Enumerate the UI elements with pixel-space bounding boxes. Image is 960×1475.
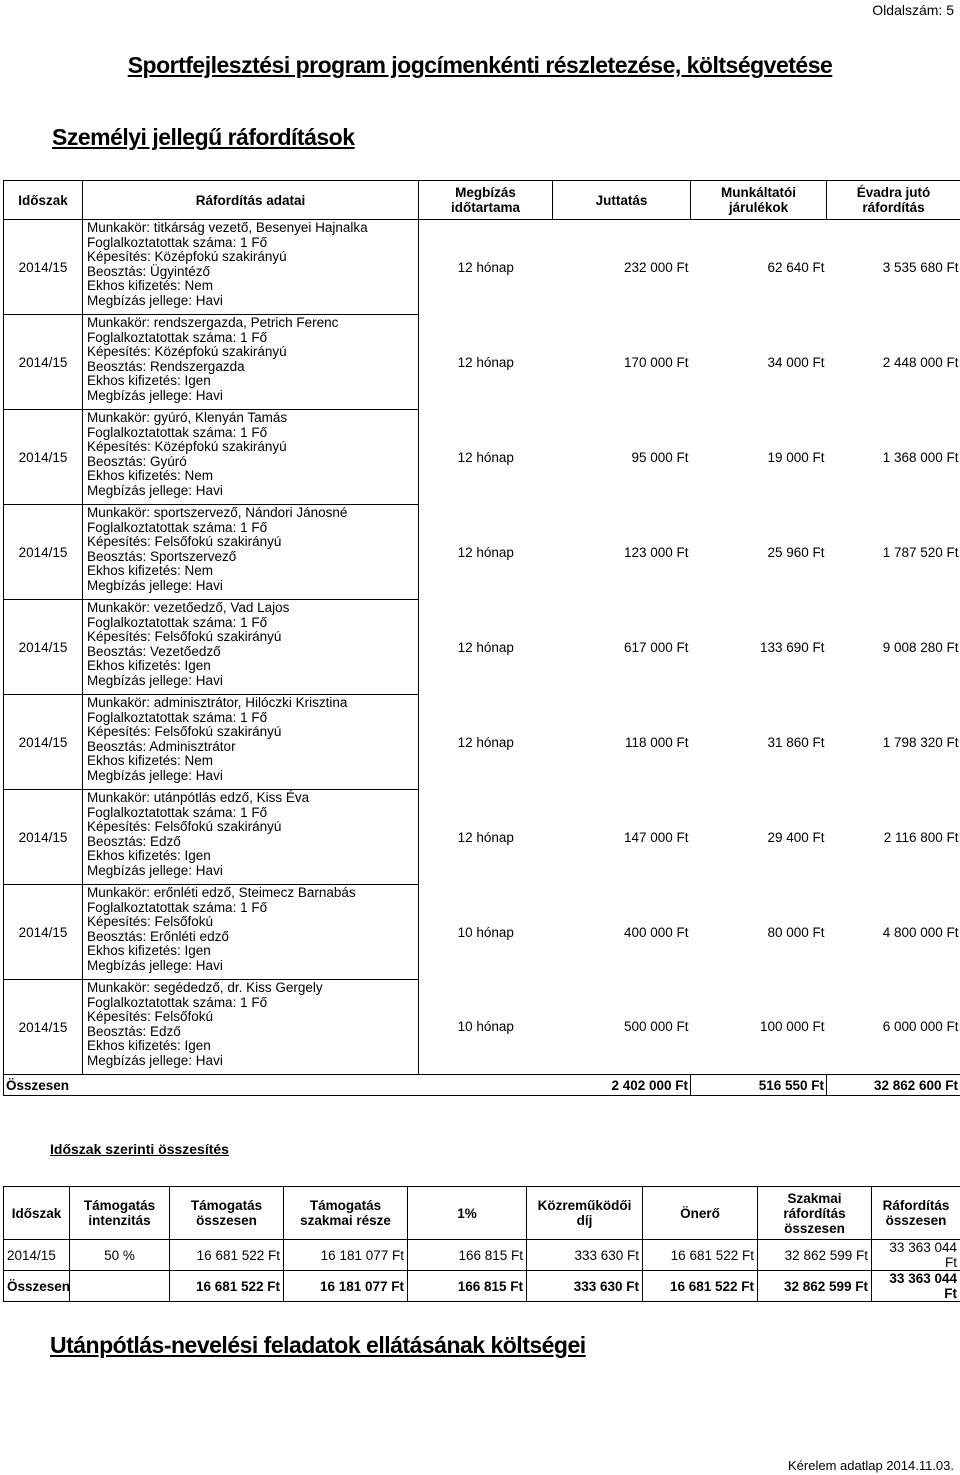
detail-line: Képesítés: Felsőfokú xyxy=(87,914,214,929)
details-cell xyxy=(83,980,419,1075)
detail-line: Munkakör: rendszergazda, Petrich Ferenc xyxy=(87,315,339,330)
total-contributions: 516 550 Ft xyxy=(691,1075,827,1096)
summary-header-cell: Támogatás intenzitás xyxy=(70,1187,170,1240)
personnel-costs-table xyxy=(3,180,960,1096)
table-row xyxy=(4,695,960,790)
summary-title: Időszak szerinti összesítés xyxy=(50,1141,229,1157)
contributions-cell: 62 640 Ft xyxy=(767,259,825,275)
summary-header-cell: Ráfordítás összesen xyxy=(872,1187,960,1240)
detail-line: Képesítés: Középfokú szakirányú xyxy=(87,439,287,454)
period-cell: 2014/15 xyxy=(4,980,83,1075)
detail-line: Megbízás jellege: Havi xyxy=(87,292,223,308)
detail-line: Munkakör: erőnléti edző, Steimecz Barnabás xyxy=(87,885,356,900)
season-cost-cell: 6 000 000 Ft xyxy=(882,1019,959,1035)
detail-line: Képesítés: Felsőfokú szakirányú xyxy=(87,534,282,549)
period-cell: 2014/15 xyxy=(4,410,83,505)
contributions-cell: 31 860 Ft xyxy=(767,734,825,750)
detail-line: Beosztás: Sportszervező xyxy=(87,548,237,564)
summary-cell: 33 363 044 Ft xyxy=(872,1271,960,1302)
summary-row xyxy=(4,1240,960,1271)
summary-cell: 16 681 522 Ft xyxy=(170,1271,284,1302)
details-cell xyxy=(83,600,419,695)
summary-header-cell: Támogatás összesen xyxy=(170,1187,284,1240)
summary-cell: 16 681 522 Ft xyxy=(643,1240,758,1271)
details-cell xyxy=(83,885,419,980)
summary-cell: 166 815 Ft xyxy=(408,1271,527,1302)
period-cell: 2014/15 xyxy=(4,315,83,410)
header-season-cost: Évadra jutó ráfordítás xyxy=(827,181,960,220)
contributions-cell: 25 960 Ft xyxy=(767,544,825,560)
duration-cell: 10 hónap xyxy=(457,924,514,940)
table-row xyxy=(4,885,960,980)
season-cost-cell: 4 800 000 Ft xyxy=(882,924,959,940)
season-cost-cell: 1 798 320 Ft xyxy=(882,734,959,750)
detail-line: Ekhos kifizetés: Nem xyxy=(87,468,214,483)
benefit-cell: 147 000 Ft xyxy=(623,829,689,845)
detail-line: Munkakör: utánpótlás edző, Kiss Éva xyxy=(87,790,310,805)
details-cell xyxy=(83,695,419,790)
detail-line: Munkakör: gyúró, Klenyán Tamás xyxy=(87,410,288,425)
detail-line: Beosztás: Edző xyxy=(87,1023,181,1039)
header-benefit: Juttatás xyxy=(553,181,691,220)
next-section-title: Utánpótlás-nevelési feladatok ellátásának költségei xyxy=(50,1332,586,1358)
benefit-cell: 95 000 Ft xyxy=(631,449,689,465)
detail-line: Beosztás: Ügyintéző xyxy=(87,263,211,279)
season-cost-cell: 2 448 000 Ft xyxy=(882,354,959,370)
duration-cell: 12 hónap xyxy=(457,259,514,275)
summary-cell xyxy=(70,1271,170,1302)
detail-line: Beosztás: Vezetőedző xyxy=(87,643,221,659)
benefit-cell: 170 000 Ft xyxy=(623,354,689,370)
detail-line: Megbízás jellege: Havi xyxy=(87,767,223,783)
duration-cell: 12 hónap xyxy=(457,639,514,655)
period-cell: 2014/15 xyxy=(4,505,83,600)
summary-header-cell: Szakmai ráfordítás összesen xyxy=(758,1187,872,1240)
detail-line: Foglalkoztatottak száma: 1 Fő xyxy=(87,804,268,820)
season-cost-cell: 1 368 000 Ft xyxy=(882,449,959,465)
detail-line: Foglalkoztatottak száma: 1 Fő xyxy=(87,329,268,345)
season-cost-cell: 3 535 680 Ft xyxy=(882,259,959,275)
summary-header-row xyxy=(4,1187,960,1240)
header-period: Időszak xyxy=(4,181,83,220)
contributions-cell: 19 000 Ft xyxy=(767,449,825,465)
table-row xyxy=(4,790,960,885)
benefit-cell: 232 000 Ft xyxy=(623,259,689,275)
duration-cell: 12 hónap xyxy=(457,449,514,465)
benefit-cell: 123 000 Ft xyxy=(623,544,689,560)
detail-line: Foglalkoztatottak száma: 1 Fő xyxy=(87,899,268,915)
detail-line: Foglalkoztatottak száma: 1 Fő xyxy=(87,234,268,250)
detail-line: Foglalkoztatottak száma: 1 Fő xyxy=(87,709,268,725)
summary-cell: 2014/15 xyxy=(4,1240,70,1271)
table-total-row xyxy=(4,1075,960,1096)
summary-cell: 16 181 077 Ft xyxy=(284,1271,408,1302)
detail-line: Foglalkoztatottak száma: 1 Fő xyxy=(87,994,268,1010)
table-row xyxy=(4,505,960,600)
table-header-row xyxy=(4,181,960,220)
details-cell xyxy=(83,220,419,315)
detail-line: Munkakör: titkárság vezető, Besenyei Hajnalka xyxy=(87,220,368,235)
period-cell: 2014/15 xyxy=(4,695,83,790)
summary-cell: 50 % xyxy=(70,1240,170,1271)
duration-cell: 12 hónap xyxy=(457,829,514,845)
detail-line: Megbízás jellege: Havi xyxy=(87,672,223,688)
summary-header-cell: Támogatás szakmai része xyxy=(284,1187,408,1240)
duration-cell: 12 hónap xyxy=(457,354,514,370)
summary-header-cell: 1% xyxy=(408,1187,527,1240)
period-cell: 2014/15 xyxy=(4,885,83,980)
detail-line: Foglalkoztatottak száma: 1 Fő xyxy=(87,519,268,535)
contributions-cell: 80 000 Ft xyxy=(767,924,825,940)
footer-text: Kérelem adatlap 2014.11.03. xyxy=(788,1458,954,1473)
summary-cell: 166 815 Ft xyxy=(408,1240,527,1271)
total-season-cost: 32 862 600 Ft xyxy=(827,1075,960,1096)
detail-line: Munkakör: vezetőedző, Vad Lajos xyxy=(87,600,290,615)
detail-line: Megbízás jellege: Havi xyxy=(87,482,223,498)
contributions-cell: 133 690 Ft xyxy=(759,639,825,655)
detail-line: Foglalkoztatottak száma: 1 Fő xyxy=(87,424,268,440)
detail-line: Munkakör: segédedző, dr. Kiss Gergely xyxy=(87,980,323,995)
contributions-cell: 100 000 Ft xyxy=(759,1019,825,1035)
header-details: Ráfordítás adatai xyxy=(83,181,419,220)
detail-line: Megbízás jellege: Havi xyxy=(87,862,223,878)
duration-cell: 12 hónap xyxy=(457,544,514,560)
season-cost-cell: 9 008 280 Ft xyxy=(882,639,959,655)
header-contributions: Munkáltatói járulékok xyxy=(691,181,827,220)
detail-line: Megbízás jellege: Havi xyxy=(87,957,223,973)
detail-line: Munkakör: adminisztrátor, Hilóczki Krisztina xyxy=(87,695,348,710)
detail-line: Ekhos kifizetés: Igen xyxy=(87,1038,211,1053)
detail-line: Beosztás: Gyúró xyxy=(87,453,187,469)
detail-line: Ekhos kifizetés: Nem xyxy=(87,278,214,293)
summary-total-row xyxy=(4,1271,960,1302)
detail-line: Ekhos kifizetés: Nem xyxy=(87,563,214,578)
table-row xyxy=(4,220,960,315)
duration-cell: 10 hónap xyxy=(457,1019,514,1035)
summary-cell: 32 862 599 Ft xyxy=(758,1271,872,1302)
contributions-cell: 34 000 Ft xyxy=(767,354,825,370)
detail-line: Ekhos kifizetés: Igen xyxy=(87,658,211,673)
detail-line: Munkakör: sportszervező, Nándori Jánosné xyxy=(87,505,348,520)
period-cell: 2014/15 xyxy=(4,600,83,695)
section-title: Személyi jellegű ráfordítások xyxy=(52,124,355,150)
detail-line: Beosztás: Edző xyxy=(87,833,181,849)
table-row xyxy=(4,600,960,695)
summary-header-cell: Közreműködői díj xyxy=(527,1187,643,1240)
page-title: Sportfejlesztési program jogcímenkénti részletezése, költségvetése xyxy=(127,52,833,78)
summary-cell: 33 363 044 Ft xyxy=(872,1240,960,1271)
table-row xyxy=(4,315,960,410)
detail-line: Ekhos kifizetés: Igen xyxy=(87,943,211,958)
detail-line: Ekhos kifizetés: Igen xyxy=(87,848,211,863)
detail-line: Képesítés: Középfokú szakirányú xyxy=(87,344,287,359)
detail-line: Foglalkoztatottak száma: 1 Fő xyxy=(87,614,268,630)
contributions-cell: 29 400 Ft xyxy=(767,829,825,845)
detail-line: Képesítés: Felsőfokú szakirányú xyxy=(87,724,282,739)
period-cell: 2014/15 xyxy=(4,220,83,315)
benefit-cell: 617 000 Ft xyxy=(623,639,689,655)
summary-cell: 333 630 Ft xyxy=(527,1240,643,1271)
summary-cell: Összesen xyxy=(4,1271,70,1302)
details-cell xyxy=(83,315,419,410)
details-cell xyxy=(83,505,419,600)
page-number: Oldalszám: 5 xyxy=(872,2,954,18)
detail-line: Megbízás jellege: Havi xyxy=(87,387,223,403)
summary-cell: 16 681 522 Ft xyxy=(643,1271,758,1302)
summary-cell: 333 630 Ft xyxy=(527,1271,643,1302)
benefit-cell: 500 000 Ft xyxy=(623,1019,689,1035)
summary-cell: 16 681 522 Ft xyxy=(170,1240,284,1271)
detail-line: Megbízás jellege: Havi xyxy=(87,577,223,593)
table-row xyxy=(4,980,960,1075)
season-cost-cell: 2 116 800 Ft xyxy=(883,829,959,845)
summary-cell: 32 862 599 Ft xyxy=(758,1240,872,1271)
season-cost-cell: 1 787 520 Ft xyxy=(882,544,959,560)
period-cell: 2014/15 xyxy=(4,790,83,885)
detail-line: Képesítés: Felsőfokú szakirányú xyxy=(87,819,282,834)
details-cell xyxy=(83,790,419,885)
summary-header-cell: Időszak xyxy=(4,1187,70,1240)
summary-table xyxy=(3,1186,960,1302)
duration-cell: 12 hónap xyxy=(457,734,514,750)
table-row xyxy=(4,410,960,505)
benefit-cell: 118 000 Ft xyxy=(624,734,689,750)
total-label: Összesen xyxy=(4,1075,553,1096)
detail-line: Ekhos kifizetés: Igen xyxy=(87,373,211,388)
detail-line: Képesítés: Felsőfokú szakirányú xyxy=(87,629,282,644)
detail-line: Képesítés: Középfokú szakirányú xyxy=(87,249,287,264)
summary-header-cell: Önerő xyxy=(643,1187,758,1240)
header-duration: Megbízás időtartama xyxy=(419,181,553,220)
detail-line: Beosztás: Rendszergazda xyxy=(87,358,245,374)
detail-line: Beosztás: Erőnléti edző xyxy=(87,928,229,944)
details-cell xyxy=(83,410,419,505)
detail-line: Ekhos kifizetés: Nem xyxy=(87,753,214,768)
total-benefit: 2 402 000 Ft xyxy=(553,1075,691,1096)
detail-line: Beosztás: Adminisztrátor xyxy=(87,738,236,754)
detail-line: Megbízás jellege: Havi xyxy=(87,1052,223,1068)
summary-cell: 16 181 077 Ft xyxy=(284,1240,408,1271)
benefit-cell: 400 000 Ft xyxy=(623,924,689,940)
detail-line: Képesítés: Felsőfokú xyxy=(87,1009,214,1024)
